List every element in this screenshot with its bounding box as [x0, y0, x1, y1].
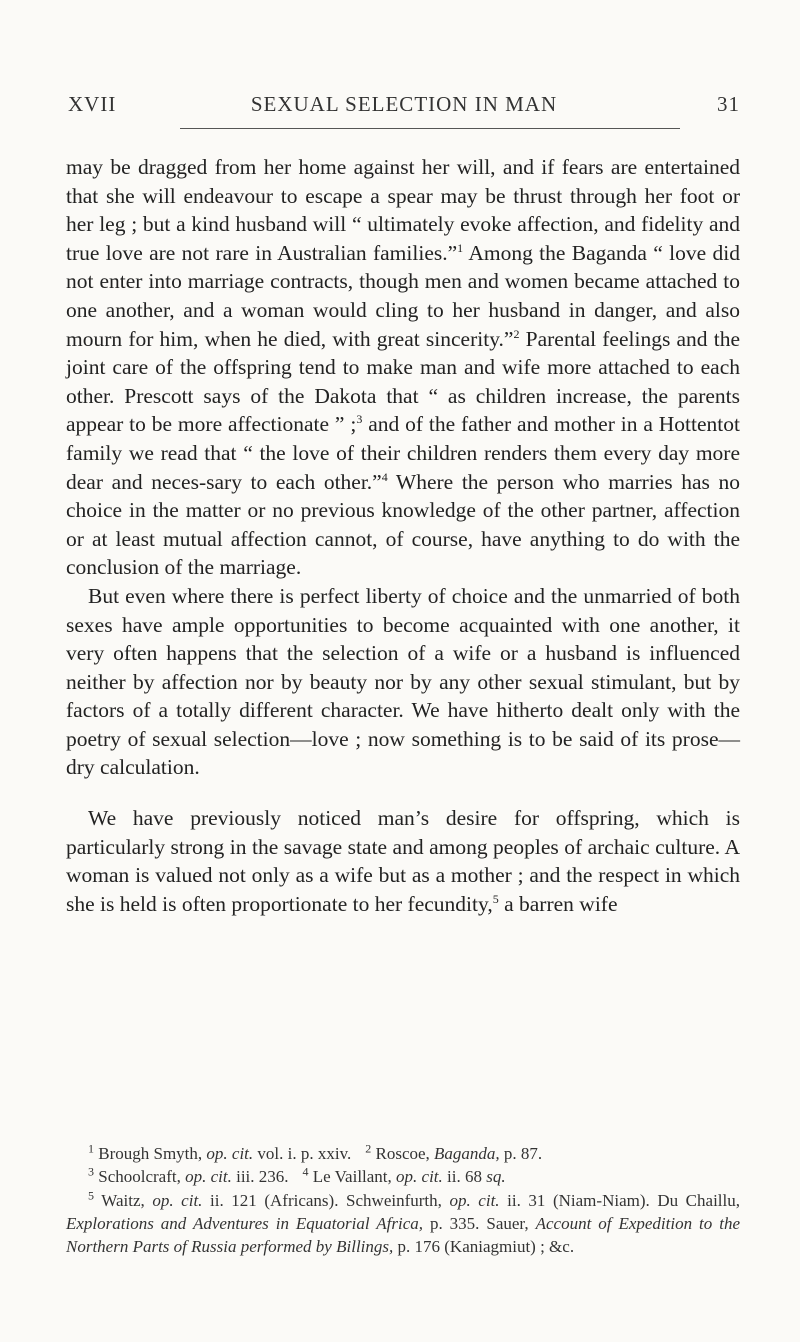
footnote-text: ii. 121 (Africans). Schweinfurth,: [202, 1190, 450, 1210]
footnote-citation: op. cit.: [206, 1144, 254, 1163]
footnote-ref: 2: [513, 326, 520, 341]
footnote-text: p. 176 (Kaniagmiut) ; &c.: [393, 1237, 575, 1257]
running-title: SEXUAL SELECTION IN MAN: [250, 92, 558, 116]
footnote-text: vol. i. p. xxiv.: [253, 1144, 352, 1163]
footnote-text: Roscoe,: [375, 1144, 435, 1163]
text-run: and of the father and mother in a Hottentot family we read that “ the love of their children renders them every day more dear and neces-sary to each other.”: [66, 412, 740, 494]
footnote-text: Schoolcraft,: [98, 1167, 186, 1187]
footnote-citation: Account of Expedition to the Northern Parts of Russia performed by Billings,: [66, 1213, 740, 1257]
footnote-citation: Explorations and Adventures in Equatorial Africa,: [66, 1213, 423, 1233]
footnote-ref: 3: [356, 412, 363, 427]
footnote-line-1: [66, 1142, 740, 1165]
footnote-text: ii. 31 (Niam-Niam). Du Chaillu,: [499, 1190, 740, 1210]
running-head: [68, 92, 740, 118]
chapter-number: XVII: [68, 92, 117, 116]
paragraph-2: But even where there is perfect liberty of choice and the unmarried of both sexes have ample opportunities to become acquainted with one another, it very often happens that the selection of a wife or a husband is influenced neither by affection nor by beauty nor by any other sexual stimulant, but by factors of a totally different character. We have hitherto dealt only with the poetry of sexual selection—love ; now something is to be said of its prose—dry calculation.: [66, 583, 740, 780]
footnotes: [66, 1142, 740, 1258]
footnote-ref: 5: [492, 891, 499, 906]
text-run: a barren wife: [498, 891, 618, 916]
footnote-citation: op. cit.: [396, 1167, 443, 1187]
footnote-mark: 3: [88, 1164, 94, 1179]
footnote-line-2: [66, 1165, 740, 1188]
footnote-text: ii. 68: [442, 1167, 487, 1187]
footnote-citation: op. cit.: [152, 1190, 203, 1210]
footnote-text: iii. 236.: [231, 1167, 289, 1187]
header-rule: [180, 128, 680, 129]
footnote-text: Le Vaillant,: [312, 1167, 397, 1187]
footnote-5: [66, 1189, 740, 1259]
text-run: Where the person who marries has no choice in the matter or no previous knowledge of the other partner, affection or at least mutual affection cannot, of course, have anything to do with the conclusion of the marriage.: [66, 469, 741, 580]
footnote-mark: 4: [302, 1164, 309, 1179]
text-run: Parental feelings and the joint care of the offspring tend to make man and wife more attached to each other. Prescott says of the Dakota that “ as children increase, the parents appear to be more affectionate ” ;: [66, 326, 740, 437]
footnote-text: p. 87.: [499, 1144, 543, 1163]
footnote-text: Brough Smyth,: [98, 1144, 207, 1163]
text-run: We have previously noticed man’s desire for offspring, which is particularly strong in the savage state and among peoples of archaic culture. A woman is valued not only as a wife but as a mother ; and the respect in which she is held is often proportionate to her fecundity,: [66, 806, 740, 916]
footnote-text: p. 335. Sauer,: [423, 1213, 536, 1233]
text-run: may be dragged from her home against her will, and if fears are entertained that she will endeavour to escape a spear may be thrust through her foot or her leg ; but a kind husband will “ ultimately evoke affection, and fidelity and true love are not rare in Australian families.”: [66, 155, 740, 265]
footnote-mark: 2: [365, 1141, 372, 1156]
footnote-citation: op. cit.: [449, 1190, 500, 1210]
paragraph-3: [66, 804, 740, 918]
body-text: [66, 153, 740, 918]
footnote-citation: op. cit.: [185, 1167, 232, 1187]
footnote-citation: Baganda,: [434, 1144, 500, 1163]
footnote-ref: 4: [381, 469, 388, 484]
footnote-citation: sq.: [486, 1167, 506, 1187]
footnote-ref: 1: [457, 240, 464, 255]
text-run: Among the Baganda “ love did not enter into marriage contracts, though men and women became attached to one another, and a woman would cling to her husband in danger, and also mourn for him, when he died, with great sincerity.”: [66, 240, 740, 351]
footnote-mark: 1: [88, 1141, 94, 1156]
page-number: 31: [717, 92, 740, 116]
paragraph-1: [66, 153, 740, 582]
footnote-mark: 5: [88, 1187, 94, 1202]
footnote-text: Waitz,: [101, 1190, 153, 1210]
